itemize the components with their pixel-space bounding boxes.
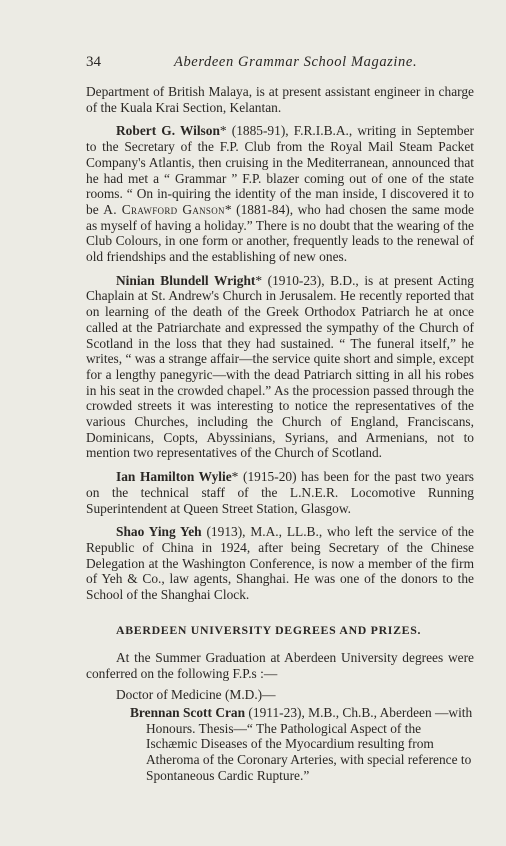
- page-header: [86, 54, 474, 71]
- person-name: Brennan Scott Cran: [130, 704, 246, 720]
- paragraph-wylie: [86, 469, 474, 516]
- paragraph-yeh: [86, 524, 474, 603]
- paragraph-wright: [86, 273, 474, 461]
- person-name: Ninian Blundell Wright: [116, 272, 256, 288]
- person-name: Robert G. Wilson: [116, 123, 220, 139]
- paragraph-text: * (1915-20) has been for the past two years on the technical staff of the L.N.E.R. Locomotive Running Superintendent at Queen Street Station, Glasgow.: [86, 469, 474, 516]
- person-name: Ian Hamilton Wylie: [116, 469, 232, 485]
- paragraph-continuation: Department of British Malaya, is at present assistant engineer in charge of the Kuala Krai Section, Kelantan.: [86, 84, 474, 115]
- paragraph-wilson: [86, 123, 474, 264]
- degree-label: Doctor of Medicine (M.D.)—: [116, 687, 276, 703]
- person-name-smallcaps: A. Crawford Ganson: [103, 201, 225, 217]
- paragraph-text: (1913), M.A., LL.B., who left the service of the Republic of China in 1924, after being Secretary of the Chinese Delegation at the Washington Conference, is now a member of the firm of Yeh & Co., law agents, Shanghai. He was one of the donors to the School of the Shanghai Clock.: [86, 524, 474, 603]
- paragraph-text: * (1910-23), B.D., is at present Acting Chaplain at St. Andrew's Church in Jerusalem. He recently reported that on learning of the death of the Greek Orthodox Patriarch he at once called at the Patriarchate and expressed the sympathy of the Church of Scotland in the loss that they had sustained. “ The funeral itself,” he writes, “ was a strange affair—the service quite short and simple, except for a lengthy panegyric—with the dead Patriarch sitting in all his robes in his seat in the crowded chapel.” As the procession passed through the crowded streets it was interesting to notice the representatives of the various Churches, including the Church of England, Franciscans, Dominicans, Copts, Abyssinians, Syrians, and Armenians, not to mention two representatives of the Church of Scotland.: [86, 272, 474, 461]
- running-title: Aberdeen Grammar School Magazine.: [174, 54, 418, 70]
- section-heading: ABERDEEN UNIVERSITY DEGREES AND PRIZES.: [116, 622, 422, 637]
- entry-text: (1911-23), M.B., Ch.B., Aberdeen —with Honours. Thesis—“ The Pathological Aspect of the Ischæmic Diseases of the Myocardium resulting from Atheroma of the Coronary Arteries, with special reference to Spontaneous Cardic Rupture.”: [146, 704, 473, 783]
- person-name: Shao Ying Yeh: [116, 524, 202, 540]
- section-intro: At the Summer Graduation at Aberdeen University degrees were conferred on the following F.P.s :—: [86, 649, 474, 681]
- paragraph-text: * (1885-91), F.R.I.B.A., writing in September to the Secretary of the F.P. Club from the Royal Mail Steam Packet Company's Atlantis, then cruising in the Mediterranean, announced that he had met a “ Grammar ” F.P. blazer coming out of one of the state rooms. “ On in-quiring the identity of the man inside, I discovered it to be: [86, 123, 474, 217]
- paragraph-text: * (1881-84), who had chosen the same mode as myself of having a holiday.” There is no doubt that the wearing of the Club Colours, in one form or another, frequently leads to the renewal of old friendships and the establishing of new ones.: [86, 201, 474, 265]
- degree-entry: [86, 705, 474, 784]
- page-number: 34: [86, 54, 101, 70]
